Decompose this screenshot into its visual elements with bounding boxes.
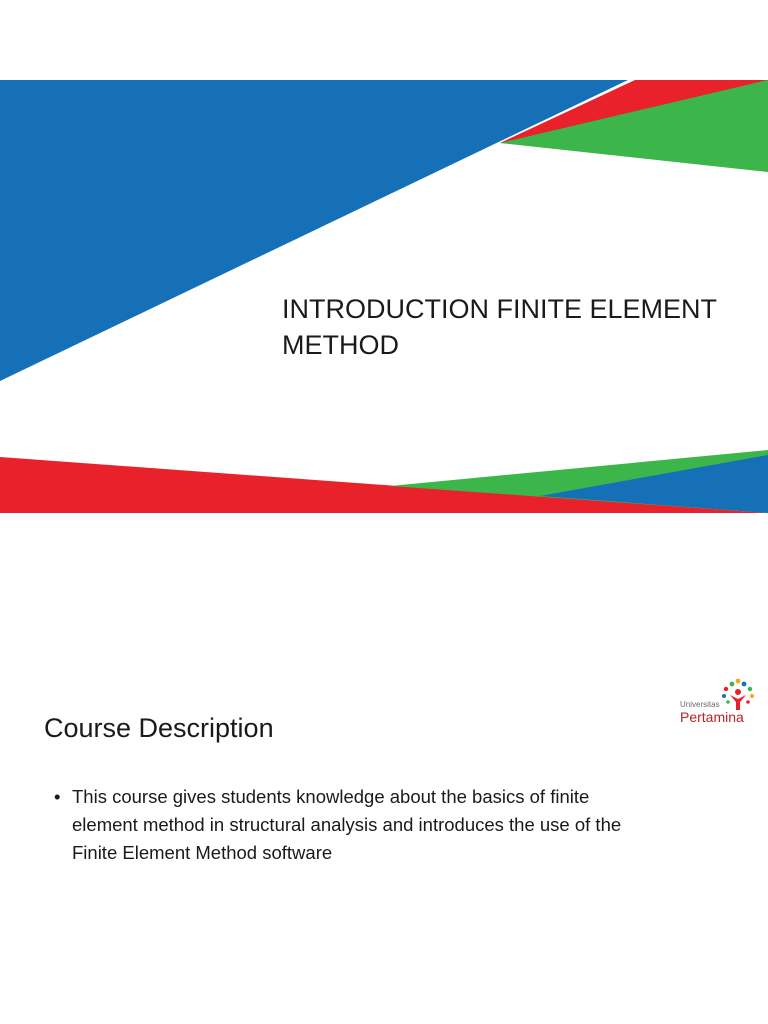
title-slide <box>0 80 768 513</box>
list-item <box>44 783 734 867</box>
bullet-text-line: This course gives students knowledge about the basics of finite <box>72 786 590 807</box>
logo-university-label: Universitas <box>680 700 720 709</box>
bullet-icon: • <box>54 786 61 807</box>
universitas-pertamina-logo <box>666 672 766 738</box>
slide-title-line: METHOD <box>282 330 399 360</box>
logo-university-name: Pertamina <box>680 709 744 725</box>
bullet-text-line: Finite Element Method software <box>72 842 333 863</box>
course-description-list <box>44 783 734 867</box>
bullet-text-line: element method in structural analysis and introduces the use of the <box>72 814 622 835</box>
slide-title-line: INTRODUCTION FINITE ELEMENT <box>282 294 718 324</box>
course-description-heading: Course Description <box>44 713 274 743</box>
slide-title <box>282 291 752 363</box>
